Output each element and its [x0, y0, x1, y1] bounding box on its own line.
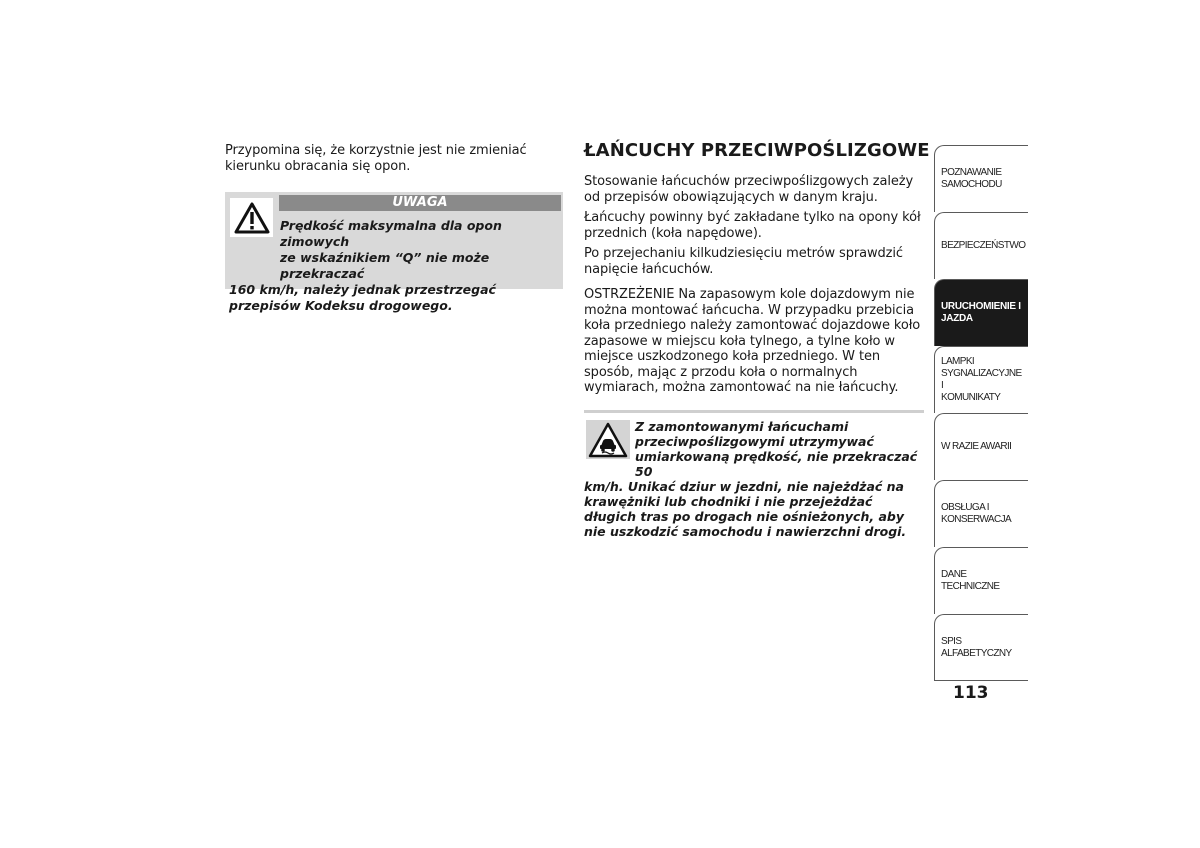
note-line-1: Prędkość maksymalna dla opon zimowych: [280, 218, 502, 249]
note-text: [229, 218, 561, 314]
warning-divider: [584, 410, 924, 413]
intro-paragraph: Przypomina się, że korzystnie jest nie zmieniać kierunku obracania się opon.: [225, 143, 527, 174]
note-header: UWAGA: [279, 195, 561, 211]
warning-line-2: przeciwpoślizgowymi utrzymywać: [635, 434, 874, 449]
tab-label-line: SAMOCHODU: [941, 179, 1002, 190]
tab-label-line: KONSERWACJA: [941, 514, 1012, 525]
section-tabs: [934, 145, 1028, 681]
note-rest: 160 km/h, należy jednak przestrzegać przepisów Kodeksu drogowego.: [229, 282, 496, 313]
tab-uruchomienie-i-jazda[interactable]: [934, 279, 1028, 346]
tab-label-line: POZNAWANIE: [941, 167, 1002, 178]
paragraph-2: Łańcuchy powinny być zakładane tylko na opony kół przednich (koła napędowe).: [584, 210, 921, 241]
tab-spis-alfabetyczny[interactable]: [934, 614, 1028, 681]
tab-poznawanie-samochodu[interactable]: [934, 145, 1028, 212]
tab-label-line: KOMUNIKATY: [941, 392, 1001, 403]
warning-text: [584, 419, 924, 539]
paragraph-3: Po przejechaniu kilkudziesięciu metrów sprawdzić napięcie łańcuchów.: [584, 246, 903, 277]
warning-rest: km/h. Unikać dziur w jezdni, nie najeżdżać na krawężniki lub chodniki i nie przejeżdżać długich tras po drogach nie ośnieżonych, aby nie uszkodzić samochodu i nawierzchni drogi.: [584, 479, 907, 539]
paragraph-1: Stosowanie łańcuchów przeciwpoślizgowych zależy od przepisów obowiązujących w danym kraju.: [584, 174, 914, 205]
tab-label-line: OBSŁUGA I: [941, 502, 989, 513]
note-box: [225, 192, 563, 313]
tab-label-line: URUCHOMIENIE I: [941, 301, 1021, 312]
warning-line-1: Z zamontowanymi łańcuchami: [635, 419, 849, 434]
tab-label-line: LAMPKI: [941, 356, 975, 367]
tab-dane-techniczne[interactable]: [934, 547, 1028, 614]
tab-label-line: SYGNALIZACYJNE I: [941, 368, 1022, 391]
paragraph-4: OSTRZEŻENIE Na zapasowym kole dojazdowym nie można montować łańcucha. W przypadku przebicia koła przedniego należy zamontować dojazdowe koło zapasowe w miejscu koła tylnego, a tylne koło w miejsce uszkodzonego koła przedniego. W ten sposób, mając z przodu koła o normalnych wymiarach, można zamontować na nie łańcuchy.: [584, 287, 921, 395]
warning-line-3: umiarkowaną prędkość, nie przekraczać 50: [635, 449, 918, 479]
tab-label-line: W RAZIE AWARII: [941, 441, 1012, 452]
tab-label-line: SPIS ALFABETYCZNY: [941, 635, 1012, 659]
section-title: ŁAŃCUCHY PRZECIWPOŚLIZGOWE: [584, 140, 930, 161]
tab-label-line: BEZPIECZEŃSTWO: [941, 240, 1026, 251]
note-line-2: ze wskaźnikiem “Q” nie może przekraczać: [280, 250, 490, 281]
tab-obsluga-i-konserwacja[interactable]: [934, 480, 1028, 547]
left-column: [225, 143, 565, 175]
tab-label-line: DANE TECHNICZNE: [941, 569, 1000, 592]
right-column: [584, 139, 930, 401]
page-number: 113: [953, 683, 989, 703]
tab-label-line: JAZDA: [941, 313, 973, 324]
tab-lampki-sygnalizacyjne[interactable]: [934, 346, 1028, 413]
tab-w-razie-awarii[interactable]: [934, 413, 1028, 480]
tab-bezpieczenstwo[interactable]: [934, 212, 1028, 279]
